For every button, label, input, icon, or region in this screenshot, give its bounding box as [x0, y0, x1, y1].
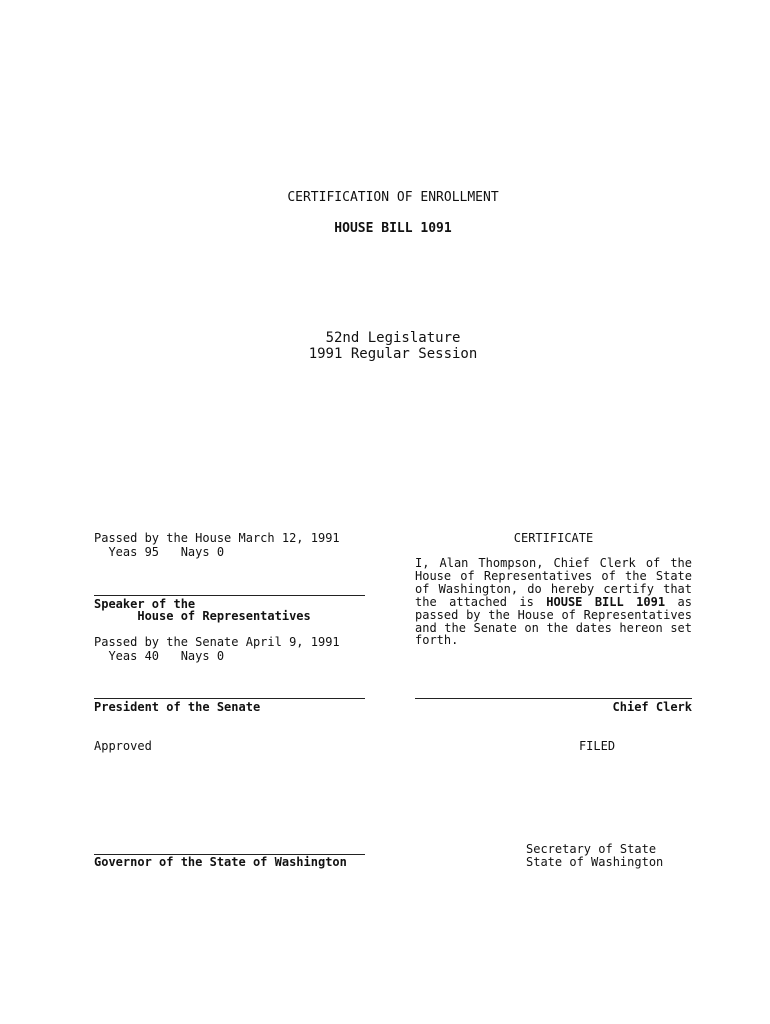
president-signature-line: [94, 698, 365, 699]
certificate-body: [415, 557, 692, 647]
certificate-text-end: as passed by the House of Representatives and the Senate on the dates hereon set forth.: [415, 594, 692, 648]
legislature-session: 1991 Regular Session: [308, 346, 478, 362]
speaker-label: Speaker of the: [94, 597, 196, 611]
house-vote-count: Yeas 95 Nays 0: [94, 545, 225, 559]
bill-title: HOUSE BILL 1091: [334, 221, 452, 236]
senate-vote-count: Yeas 40 Nays 0: [94, 649, 225, 663]
senate-passed-date: Passed by the Senate April 9, 1991: [94, 635, 340, 649]
secretary-of-state-label: Secretary of State: [526, 842, 657, 856]
certification-title: CERTIFICATION OF ENROLLMENT: [287, 190, 499, 205]
state-of-washington-label: State of Washington: [526, 855, 664, 869]
certificate-bill-reference: HOUSE BILL 1091: [546, 594, 666, 609]
president-label: President of the Senate: [94, 700, 261, 714]
certificate-text-start: I, Alan Thompson, Chief Clerk of the House of Representatives of the State of Washington, do hereby certify that the attached is: [415, 556, 692, 609]
legislature-name: 52nd Legislature: [325, 330, 461, 346]
speaker-signature-line: [94, 595, 365, 596]
filed-label: FILED: [578, 739, 616, 753]
governor-label: Governor of the State of Washington: [94, 855, 347, 869]
chief-clerk-label: Chief Clerk: [612, 700, 692, 714]
house-passed-date: Passed by the House March 12, 1991: [94, 531, 340, 545]
approved-label: Approved: [94, 739, 152, 753]
certificate-heading: CERTIFICATE: [513, 531, 594, 545]
chief-clerk-signature-line: [415, 698, 692, 699]
speaker-label-continued: House of Representatives: [94, 609, 311, 623]
